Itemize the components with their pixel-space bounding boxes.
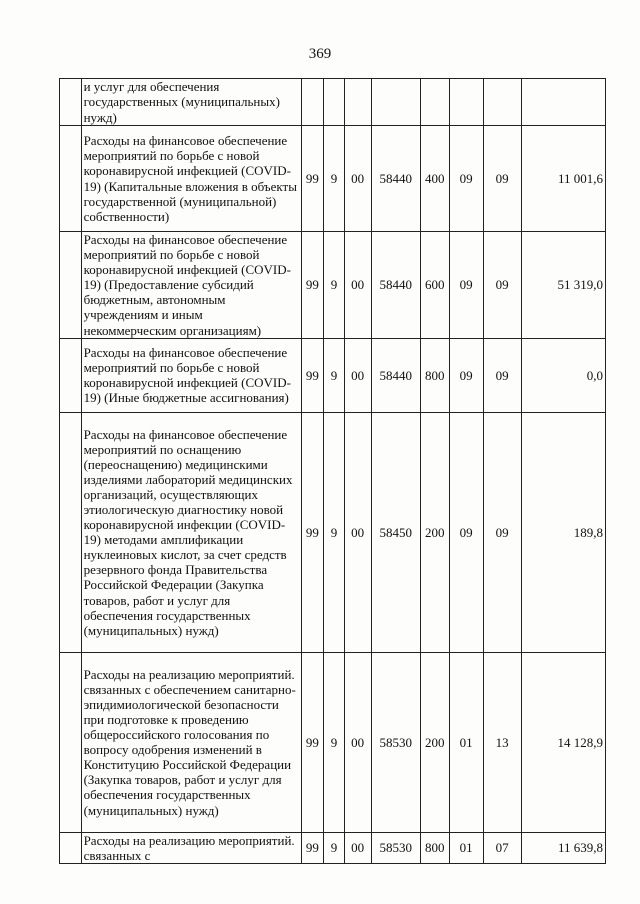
expense-code	[371, 79, 420, 126]
direction-code: 00	[344, 126, 371, 232]
subprogram-code: 9	[324, 338, 345, 412]
expense-type-code: 600	[420, 232, 449, 339]
table-row	[60, 832, 606, 863]
subsection-code: 13	[483, 652, 521, 832]
amount-cell: 14 128,9	[521, 652, 605, 832]
expense-description: Расходы на финансовое обеспечение мероприятий по оснащению (переоснащению) медицинскими изделиями лабораторий медицинских организаций, осуществляющих этиологическую диагностику новой коронавирусной инфекции (COVID-19) методами амплификации нуклеиновых кислот, за счет средств резервного фонда Правительства Российской Федерации (Закупка товаров, работ и услуг для обеспечения государственных (муниципальных) нужд)	[81, 412, 301, 652]
budget-table	[59, 78, 606, 864]
program-code: 99	[301, 126, 324, 232]
page-number: 369	[308, 46, 332, 62]
row-number-cell	[60, 652, 82, 832]
expense-description: Расходы на реализацию мероприятий. связанных с обеспечением санитарно-эпидимиологической безопасности при подготовке к проведению общероссийского голосования по вопросу одобрения изменений в Конституцию Российской Федерации (Закупка товаров, работ и услуг для обеспечения государственных (муниципальных) нужд)	[81, 652, 301, 832]
expense-type-code	[420, 79, 449, 126]
subprogram-code: 9	[324, 126, 345, 232]
subsection-code: 09	[483, 412, 521, 652]
amount-cell: 11 001,6	[521, 126, 605, 232]
expense-type-code: 800	[420, 338, 449, 412]
table-row	[60, 126, 606, 232]
subsection-code	[483, 79, 521, 126]
expense-type-code: 200	[420, 412, 449, 652]
expense-code: 58530	[371, 832, 420, 863]
program-code: 99	[301, 832, 324, 863]
table-row	[60, 338, 606, 412]
expense-code: 58440	[371, 232, 420, 339]
expense-code: 58440	[371, 126, 420, 232]
amount-cell: 0,0	[521, 338, 605, 412]
direction-code: 00	[344, 338, 371, 412]
section-code: 09	[449, 338, 483, 412]
row-number-cell	[60, 832, 82, 863]
expense-code: 58440	[371, 338, 420, 412]
program-code: 99	[301, 652, 324, 832]
subprogram-code: 9	[324, 832, 345, 863]
expense-description: Расходы на финансовое обеспечение мероприятий по борьбе с новой коронавирусной инфекцией (COVID-19) (Предоставление субсидий бюджетным, автономным учреждениям и иным некоммерческим организациям)	[81, 232, 301, 339]
subsection-code: 09	[483, 232, 521, 339]
program-code	[301, 79, 324, 126]
expense-description: Расходы на финансовое обеспечение мероприятий по борьбе с новой коронавирусной инфекцией (COVID-19) (Иные бюджетные ассигнования)	[81, 338, 301, 412]
table-row	[60, 652, 606, 832]
expense-type-code: 200	[420, 652, 449, 832]
expense-type-code: 400	[420, 126, 449, 232]
program-code: 99	[301, 412, 324, 652]
section-code: 01	[449, 652, 483, 832]
section-code: 09	[449, 126, 483, 232]
section-code: 09	[449, 232, 483, 339]
expense-description: и услуг для обеспечения государственных (муниципальных) нужд)	[81, 79, 301, 126]
subprogram-code: 9	[324, 232, 345, 339]
subsection-code: 07	[483, 832, 521, 863]
table-row	[60, 232, 606, 339]
program-code: 99	[301, 338, 324, 412]
row-number-cell	[60, 412, 82, 652]
expense-type-code: 800	[420, 832, 449, 863]
direction-code	[344, 79, 371, 126]
amount-cell: 189,8	[521, 412, 605, 652]
program-code: 99	[301, 232, 324, 339]
subsection-code: 09	[483, 126, 521, 232]
subprogram-code	[324, 79, 345, 126]
direction-code: 00	[344, 832, 371, 863]
direction-code: 00	[344, 412, 371, 652]
section-code: 01	[449, 832, 483, 863]
section-code: 09	[449, 412, 483, 652]
amount-cell	[521, 79, 605, 126]
row-number-cell	[60, 126, 82, 232]
subprogram-code: 9	[324, 652, 345, 832]
row-number-cell	[60, 79, 82, 126]
section-code	[449, 79, 483, 126]
amount-cell: 51 319,0	[521, 232, 605, 339]
row-number-cell	[60, 338, 82, 412]
table-row	[60, 79, 606, 126]
direction-code: 00	[344, 652, 371, 832]
direction-code: 00	[344, 232, 371, 339]
subsection-code: 09	[483, 338, 521, 412]
expense-code: 58530	[371, 652, 420, 832]
expense-code: 58450	[371, 412, 420, 652]
subprogram-code: 9	[324, 412, 345, 652]
expense-description: Расходы на реализацию мероприятий. связанных с	[81, 832, 301, 863]
expense-description: Расходы на финансовое обеспечение мероприятий по борьбе с новой коронавирусной инфекцией (COVID-19) (Капитальные вложения в объекты государственной (муниципальной) собственности)	[81, 126, 301, 232]
table-row	[60, 412, 606, 652]
row-number-cell	[60, 232, 82, 339]
amount-cell: 11 639,8	[521, 832, 605, 863]
